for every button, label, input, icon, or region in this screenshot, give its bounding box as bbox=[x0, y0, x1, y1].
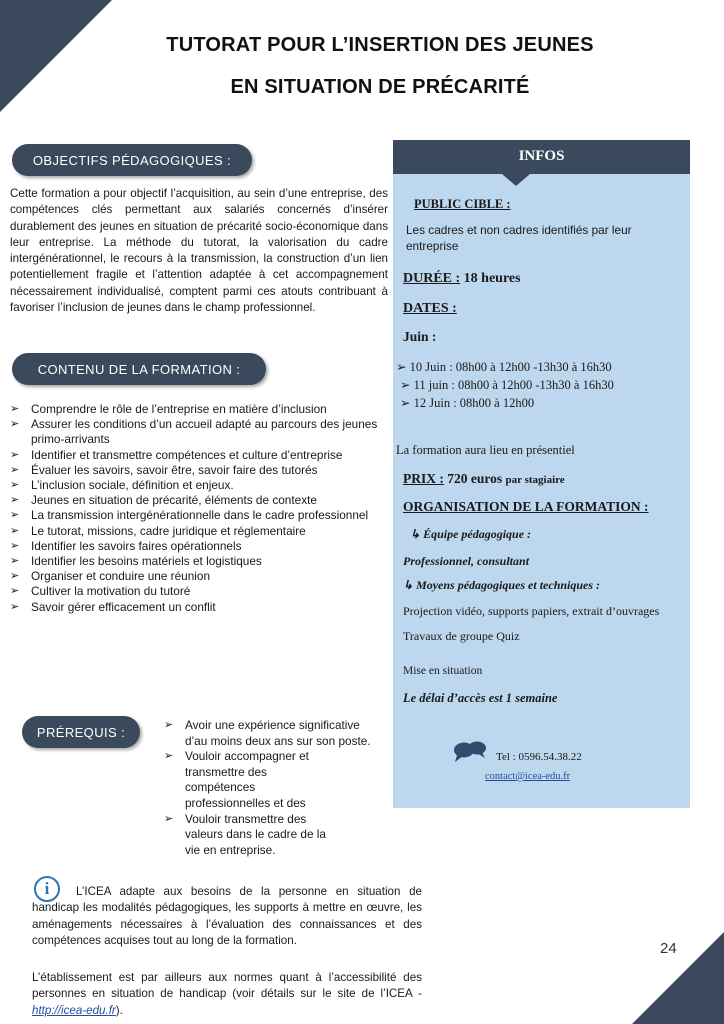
date-item-1: ➢ 10 Juin : 08h00 à 12h00 -13h30 à 16h30 bbox=[396, 360, 612, 374]
list-item: ➢ Savoir gérer efficacement un conflit bbox=[10, 599, 216, 614]
prix-row: PRIX : 720 euros par stagiaire bbox=[403, 471, 565, 486]
page-title-line2: EN SITUATION DE PRÉCARITÉ bbox=[230, 76, 530, 98]
moyens-row: ↳ Moyens pédagogiques et techniques : bbox=[403, 578, 601, 592]
email-link[interactable]: contact@icea-edu.fr bbox=[485, 771, 571, 782]
prerequis-list bbox=[164, 718, 374, 858]
arrow-icon: ➢ bbox=[10, 463, 20, 476]
moyens-2: Travaux de groupe Quiz bbox=[403, 629, 520, 643]
page-title-line1: TUTORAT POUR L’INSERTION DES JEUNES bbox=[166, 34, 594, 56]
date-item-3: ➢ 12 Juin : 08h00 à 12h00 bbox=[400, 396, 535, 410]
arrow-icon: ➢ bbox=[400, 396, 414, 410]
delai-text: Le délai d’accès est 1 semaine bbox=[403, 691, 558, 705]
list-item: ➢ Évaluer les savoirs, savoir être, savoir faire des tutorés bbox=[10, 462, 318, 477]
arrow-icon: ➢ bbox=[10, 448, 20, 461]
infos-heading: INFOS bbox=[393, 140, 690, 174]
list-item: ➢ Identifier les besoins matériels et logistiques bbox=[10, 554, 262, 569]
arrow-icon: ➢ bbox=[10, 585, 20, 598]
contenu-list bbox=[10, 402, 388, 615]
public-cible-text: Les cadres et non cadres identifiés par leur entreprise bbox=[406, 223, 632, 253]
arrow-icon: ➢ bbox=[396, 360, 410, 374]
dates-month: Juin : bbox=[403, 329, 437, 344]
organisation-label: ORGANISATION DE LA FORMATION : bbox=[403, 499, 649, 514]
equipe-row: ↳ Équipe pédagogique : bbox=[410, 527, 532, 541]
objectifs-text: Cette formation a pour objectif l’acquisition, au sein d’une entreprise, des compétences clés permettant aux salariés concernés d’insérer durablement des jeunes en situation de précarité socio-économique dans leur entreprise. La méthode du tutorat, la valorisation du cadre intergénérationnel, le recours à la transmission, la construction d’un lien potentiellement fragile et l’attention adaptée à cet accompagnement nécessairement individualisé, comptent parmi ces atouts contribuant à favoriser l’inclusion de jeunes dans le champ professionnel. bbox=[10, 187, 388, 315]
arrow-icon: ➢ bbox=[10, 494, 20, 507]
list-item: ➢ Vouloir transmettre des valeurs dans le cadre de la vie en entreprise. bbox=[164, 811, 326, 857]
arrow-icon: ➢ bbox=[164, 719, 174, 731]
list-item: ➢ Vouloir accompagner et transmettre des compétences professionnelles et des bbox=[164, 749, 309, 810]
infos-heading-notch bbox=[502, 174, 530, 186]
duree-row: DURÉE : 18 heures bbox=[403, 271, 521, 286]
objectifs-label: OBJECTIFS PÉDAGOGIQUES : bbox=[12, 144, 252, 176]
pointer-icon: ↳ bbox=[410, 527, 424, 541]
arrow-icon: ➢ bbox=[10, 570, 20, 583]
arrow-icon: ➢ bbox=[10, 418, 20, 431]
arrow-icon: ➢ bbox=[164, 750, 174, 763]
arrow-icon: ➢ bbox=[10, 555, 20, 568]
list-item: ➢ Jeunes en situation de précarité, éléments de contexte bbox=[10, 493, 317, 508]
list-item: ➢ Comprendre le rôle de l’entreprise en matière d’inclusion bbox=[10, 402, 327, 416]
handicap-text: L’ICEA adapte aux besoins de la personne en situation de handicap les modalités pédagogiques, les supports à mettre en œuvre, les aménagements nécessaires à l’évaluation des connaissances et des compétences acquises tout au long de la formation. bbox=[32, 885, 422, 948]
moyens-3: Mise en situation bbox=[403, 665, 483, 677]
arrow-icon: ➢ bbox=[10, 479, 20, 492]
arrow-icon: ➢ bbox=[10, 600, 20, 613]
list-item: ➢ Cultiver la motivation du tutoré bbox=[10, 584, 191, 599]
moyens-1: Projection vidéo, supports papiers, extrait d’ouvrages bbox=[403, 604, 660, 618]
arrow-icon: ➢ bbox=[10, 509, 20, 522]
list-item: ➢ Organiser et conduire une réunion bbox=[10, 569, 211, 584]
page-number: 24 bbox=[660, 940, 677, 957]
arrow-icon: ➢ bbox=[10, 403, 20, 415]
chat-icon bbox=[452, 740, 488, 764]
arrow-icon: ➢ bbox=[10, 539, 20, 552]
telephone: Tel : 0596.54.38.22 bbox=[496, 751, 582, 763]
corner-triangle-bottom-right bbox=[632, 932, 724, 1024]
list-item: ➢ La transmission intergénérationnelle dans le cadre professionnel bbox=[10, 508, 369, 523]
handicap-text-2: L’établissement est par ailleurs aux normes quant à l’accessibilité des personnes en situation de handicap (voir détails sur le site de l’ICEA - http://icea-edu.fr). bbox=[32, 971, 422, 1017]
lieu-text: La formation aura lieu en présentiel bbox=[396, 443, 575, 457]
list-item: ➢ L’inclusion sociale, définition et enjeux. bbox=[10, 478, 234, 493]
list-item: ➢ Identifier les savoirs faires opérationnels bbox=[10, 538, 242, 553]
icea-website-link[interactable]: http://icea-edu.fr bbox=[32, 1003, 116, 1017]
corner-triangle-top-left bbox=[0, 0, 112, 112]
dates-label: DATES : bbox=[403, 301, 457, 316]
public-cible-label: PUBLIC CIBLE : bbox=[414, 197, 511, 211]
equipe-value: Professionnel, consultant bbox=[403, 554, 530, 568]
list-item: ➢ Assurer les conditions d’un accueil adapté au parcours des jeunes primo-arrivants bbox=[10, 417, 378, 447]
pointer-icon: ↳ bbox=[403, 578, 417, 592]
arrow-icon: ➢ bbox=[400, 378, 414, 392]
arrow-icon: ➢ bbox=[164, 812, 174, 825]
prerequis-label: PRÉREQUIS : bbox=[22, 716, 140, 748]
info-icon: i bbox=[34, 876, 60, 902]
contenu-label: CONTENU DE LA FORMATION : bbox=[12, 353, 266, 385]
list-item: ➢ Identifier et transmettre compétences et culture d’entreprise bbox=[10, 447, 343, 462]
list-item: ➢ Le tutorat, missions, cadre juridique et réglementaire bbox=[10, 523, 306, 538]
arrow-icon: ➢ bbox=[10, 524, 20, 537]
date-item-2: ➢ 11 juin : 08h00 à 12h00 -13h30 à 16h30 bbox=[400, 378, 614, 392]
list-item: ➢ Avoir une expérience significative d’au moins deux ans sur son poste. bbox=[164, 718, 371, 748]
